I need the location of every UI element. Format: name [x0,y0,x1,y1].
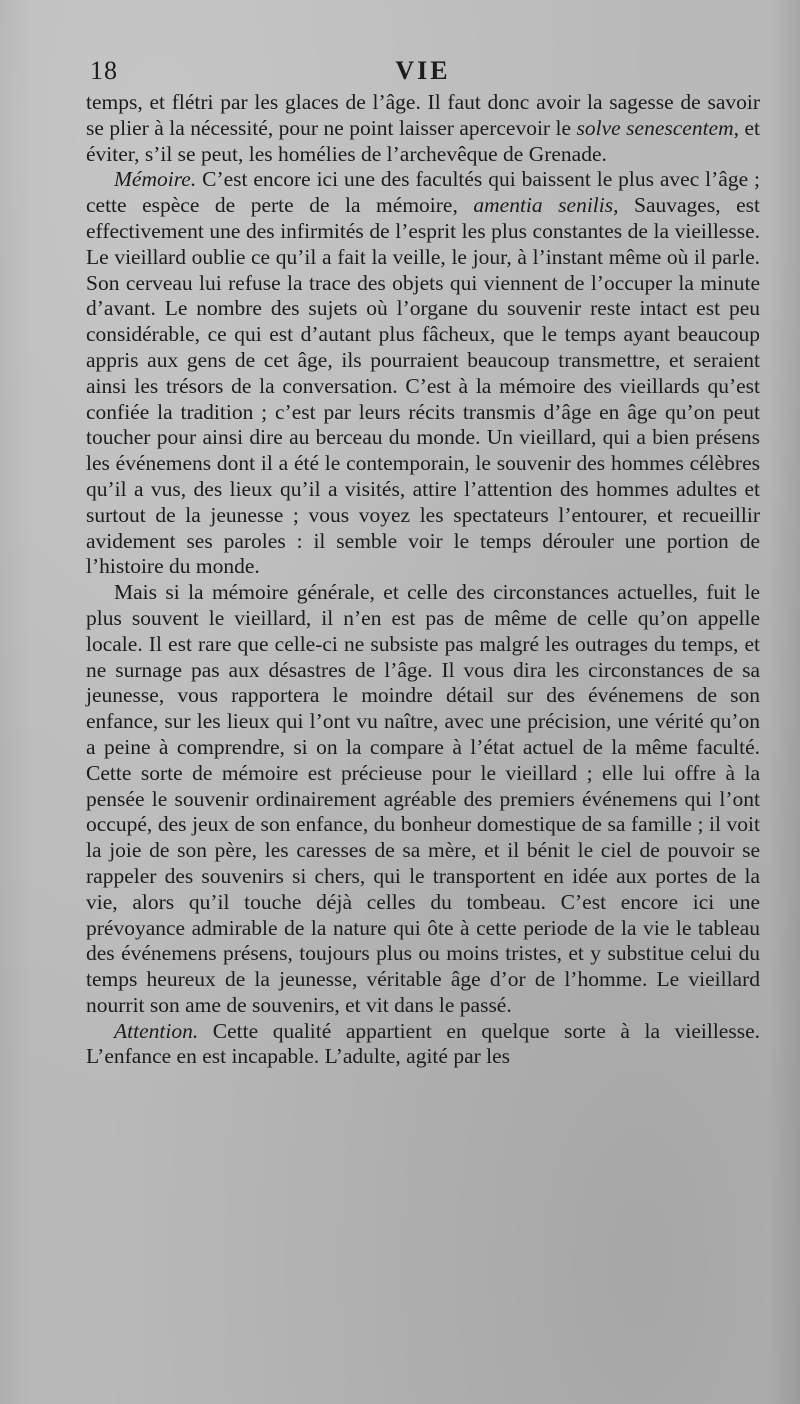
running-head [86,56,760,90]
running-title: VIE [395,56,451,85]
book-page [86,56,760,1070]
latin-phrase: solve senescentem [576,115,734,140]
text-segment: temps, et flétri par les glaces de l’âge. Il faut donc avoir la sagesse de savoir se plier à la nécessité, pour ne point laisser apercevoir le [86,90,760,140]
paragraph-memoire-locale [86,580,760,1019]
section-term-attention: Attention. [114,1018,199,1043]
text-segment: Mais si la mémoire générale, et celle des circonstances actuelles, fuit le plus souvent le vieillard, il n’en est pas de même de celle qu’on appelle locale. Il est rare que celle-ci ne subsiste pas malgré les outrages du temps, et ne surnage pas aux désastres de l’âge. Il vous dira les circonstances de sa jeunesse, vous rapportera le moindre détail sur des événemens de son enfance, sur les lieux qui l’ont vu naître, avec une précision, une vérité qu’on a peine à comprendre, si on la compare à l’état actuel de la même faculté. Cette sorte de mémoire est précieuse pour le vieillard ; elle lui offre à la pensée le souvenir ordinairement agréable des premiers événemens qui l’ont occupé, des jeux de son enfance, du bonheur domestique de sa famille ; il voit la joie de son père, les caresses de sa mère, et il bénit le ciel de pouvoir se rappeler des souvenirs si chers, qui le transportent en idée aux portes de la vie, alors qu’il touche déjà celles du tombeau. C’est encore ici une prévoyance admirable de la nature qui ôte à cette periode de la vie le tableau des événemens présens, toujours plus ou moins tristes, et y substitue celui du temps heureux de la jeunesse, véritable âge d’or de l’homme. Le vieillard nourrit son ame de souvenirs, et vit dans le passé. [86,580,760,1017]
section-term-memoire: Mémoire. [114,167,197,192]
text-segment: C’est encore ici une des facultés qui baissent le plus avec l’âge ; cette espèce de perte de la mémoire, [86,167,760,218]
page-number: 18 [90,56,118,85]
paragraph-attention [86,1019,760,1071]
paragraph-memoire [86,167,760,580]
text-segment: Cette qualité appartient en quelque sorte à la vieillesse. L’enfance en est incapable. L’adulte, agité par les [86,1018,760,1069]
text-segment: , Sauvages, est effectivement une des infirmités de l’esprit les plus constantes de la vieillesse. Le vieillard oublie ce qu’il a fait la veille, le jour, à l’instant même où il parle. Son cerveau lui refuse la trace des objets qui viennent de l’occuper la minute d’avant. Le nombre des sujets où l’organe du souvenir reste intact est peu considérable, ce qui est d’autant plus fâcheux, que le temps ayant beaucoup appris aux gens de cet âge, ils pourraient beaucoup transmettre, et seraient ainsi les trésors de la conversation. C’est à la mémoire des vieillards qu’est confiée la tradition ; c’est par leurs récits transmis d’âge en âge qu’on peut toucher pour ainsi dire au berceau du monde. Un vieillard, qui a bien présens les événemens dont il a été le contemporain, le souvenir des hommes célèbres qu’il a vus, des lieux qu’il a visités, attire l’attention des hommes adultes et surtout de la jeunesse ; vous voyez les spectateurs l’entourer, et recueillir avidement ses paroles : il semble voir le temps dérouler une portion de l’histoire du monde. [86,193,760,579]
text-segment: , et éviter, s’il se peut, les homélies de l’archevêque de Grenade. [86,115,760,166]
latin-phrase: amentia senilis [473,193,614,218]
paragraph-continuation [86,90,760,167]
body-text [86,90,760,1070]
